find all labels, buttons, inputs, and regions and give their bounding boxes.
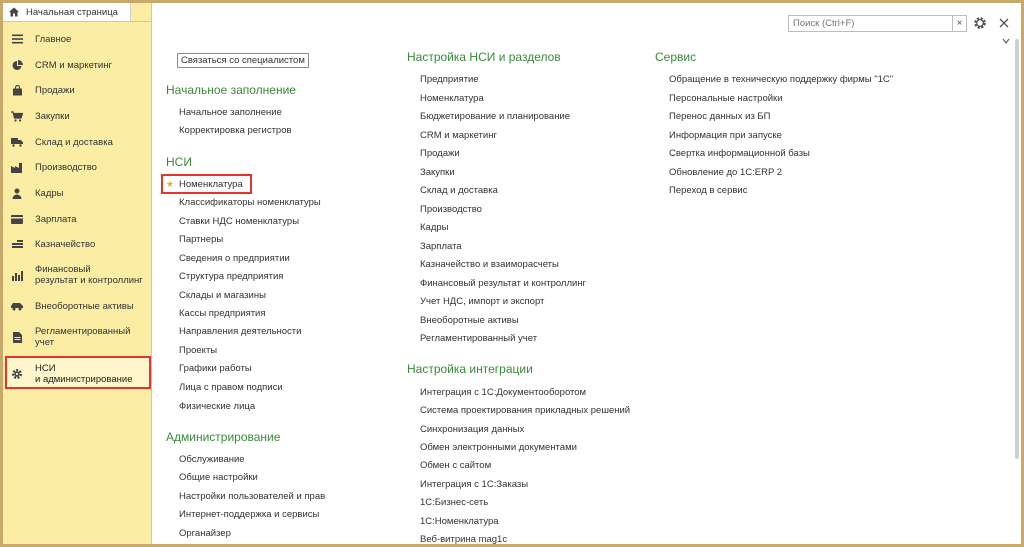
- cart-icon: [11, 110, 23, 122]
- link-general-settings[interactable]: Общие настройки: [179, 472, 258, 483]
- person-icon: [11, 187, 23, 199]
- link-settings-regulated[interactable]: Регламентированный учет: [420, 333, 538, 344]
- menu-icon: [11, 33, 23, 45]
- home-icon: [8, 6, 20, 18]
- link-work-schedules[interactable]: Графики работы: [179, 363, 252, 374]
- link-settings-budgeting[interactable]: Бюджетирование и планирование: [420, 111, 571, 122]
- home-tab-label: Начальная страница: [26, 6, 118, 18]
- sidebar-item-finance[interactable]: [3, 262, 151, 288]
- link-settings-treasury[interactable]: Казначейство и взаиморасчеты: [420, 259, 559, 270]
- sidebar-item-label: Финансовый результат и контроллинг: [35, 264, 143, 286]
- sidebar-item-label: Внеоборотные активы: [35, 300, 134, 312]
- link-edi-exchange[interactable]: Обмен электронными документами: [420, 442, 577, 453]
- sidebar: [3, 3, 152, 544]
- sidebar-item-label: CRM и маркетинг: [35, 59, 112, 71]
- link-signatories[interactable]: Лица с правом подписи: [179, 382, 283, 393]
- link-data-sync[interactable]: Синхронизация данных: [420, 424, 525, 435]
- link-projects[interactable]: Проекты: [179, 345, 218, 356]
- home-tab[interactable]: [3, 3, 131, 21]
- sidebar-item-main[interactable]: [3, 31, 151, 47]
- sidebar-item-nsi-admin[interactable]: [3, 361, 151, 387]
- link-integration-docflow[interactable]: Интеграция с 1С:Документооборотом: [420, 387, 587, 398]
- link-go-to-service[interactable]: Переход в сервис: [669, 185, 748, 196]
- sidebar-item-label: Казначейство: [35, 238, 96, 250]
- sidebar-item-sales[interactable]: [3, 82, 151, 98]
- search-clear-button[interactable]: ×: [953, 15, 967, 32]
- link-company-structure[interactable]: Структура предприятия: [179, 271, 284, 282]
- link-1c-nomenclature[interactable]: 1С:Номенклатура: [420, 516, 499, 527]
- sidebar-item-label: Склад и доставка: [35, 136, 113, 148]
- link-tech-support[interactable]: Обращение в техническую поддержку фирмы "1С": [669, 74, 894, 85]
- sidebar-item-label: Производство: [35, 161, 97, 173]
- link-settings-hr[interactable]: Кадры: [420, 222, 449, 233]
- link-user-rights-settings[interactable]: Настройки пользователей и прав: [179, 491, 326, 502]
- sidebar-item-salary[interactable]: [3, 211, 151, 227]
- link-settings-salary[interactable]: Зарплата: [420, 241, 462, 252]
- sidebar-item-crm[interactable]: [3, 57, 151, 73]
- link-partners[interactable]: Партнеры: [179, 234, 224, 245]
- sidebar-item-fixed-assets[interactable]: [3, 298, 151, 314]
- link-startup-info[interactable]: Информация при запуске: [669, 130, 782, 141]
- search-input[interactable]: [789, 17, 945, 30]
- sidebar-item-label: Кадры: [35, 187, 64, 199]
- factory-icon: [11, 161, 23, 173]
- sidebar-item-label: Главное: [35, 33, 72, 45]
- section-title-nsi: НСИ: [166, 155, 192, 169]
- sidebar-item-label: Регламентированный учет: [35, 326, 131, 348]
- link-settings-finance[interactable]: Финансовый результат и контроллинг: [420, 278, 587, 289]
- card-icon: [11, 213, 23, 225]
- car-icon: [11, 300, 23, 312]
- link-internet-support[interactable]: Интернет-поддержка и сервисы: [179, 509, 320, 520]
- document-icon: [11, 331, 23, 343]
- bag-icon: [11, 84, 23, 96]
- home-tab-bar: [3, 3, 151, 22]
- coins-icon: [11, 238, 23, 250]
- vertical-scrollbar[interactable]: [1015, 39, 1019, 459]
- settings-gear-icon[interactable]: [973, 16, 987, 30]
- section-title-nsi-settings: Настройка НСИ и разделов: [407, 50, 561, 64]
- app-window: [3, 3, 1021, 544]
- sidebar-item-label: Зарплата: [35, 213, 77, 225]
- link-settings-fixed-assets[interactable]: Внеоборотные активы: [420, 315, 519, 326]
- sidebar-item-label: НСИ и администрирование: [35, 363, 133, 385]
- link-personal-settings[interactable]: Персональные настройки: [669, 93, 783, 104]
- link-initial-fill[interactable]: Начальное заполнение: [179, 107, 282, 118]
- link-nomenclature-classifiers[interactable]: Классификаторы номенклатуры: [179, 197, 321, 208]
- link-settings-sales[interactable]: Продажи: [420, 148, 460, 159]
- link-organizer[interactable]: Органайзер: [179, 528, 231, 539]
- link-nomenclature[interactable]: Номенклатура: [179, 179, 243, 190]
- link-business-lines[interactable]: Направления деятельности: [179, 326, 302, 337]
- sidebar-item-warehouse[interactable]: [3, 134, 151, 150]
- link-transfer-from-bp[interactable]: Перенос данных из БП: [669, 111, 771, 122]
- link-company-info[interactable]: Сведения о предприятии: [179, 253, 290, 264]
- bar-chart-icon: [11, 269, 23, 281]
- link-solution-design[interactable]: Система проектирования прикладных решений: [420, 405, 631, 416]
- link-db-collapse[interactable]: Свертка информационной базы: [669, 148, 810, 159]
- link-settings-enterprise[interactable]: Предприятие: [420, 74, 479, 85]
- sidebar-item-regulated[interactable]: [3, 324, 151, 350]
- link-vat-rates[interactable]: Ставки НДС номенклатуры: [179, 216, 300, 227]
- contact-specialist-button[interactable]: Связаться со специалистом: [177, 53, 309, 68]
- link-site-exchange[interactable]: Обмен с сайтом: [420, 460, 492, 471]
- link-settings-purchases[interactable]: Закупки: [420, 167, 455, 178]
- link-settings-production[interactable]: Производство: [420, 204, 482, 215]
- sidebar-item-label: Закупки: [35, 110, 70, 122]
- truck-icon: [11, 136, 23, 148]
- section-title-administration: Администрирование: [166, 430, 281, 444]
- search-box: [788, 15, 953, 32]
- link-web-showcase[interactable]: Веб-витрина mag1c: [420, 534, 508, 544]
- link-business-network[interactable]: 1С:Бизнес-сеть: [420, 497, 489, 508]
- link-individuals[interactable]: Физические лица: [179, 401, 256, 412]
- sidebar-item-treasury[interactable]: [3, 236, 151, 252]
- pie-chart-icon: [11, 59, 23, 71]
- sidebar-item-label: Продажи: [35, 84, 75, 96]
- gear-icon: [11, 368, 23, 380]
- link-adjust-registers[interactable]: Корректировка регистров: [179, 125, 292, 136]
- link-settings-crm[interactable]: CRM и маркетинг: [420, 130, 497, 141]
- sidebar-item-purchases[interactable]: [3, 108, 151, 124]
- sidebar-item-production[interactable]: [3, 159, 151, 175]
- link-orders-integration[interactable]: Интеграция с 1С:Заказы: [420, 479, 529, 490]
- link-warehouses-stores[interactable]: Склады и магазины: [179, 290, 266, 301]
- link-settings-warehouse[interactable]: Склад и доставка: [420, 185, 498, 196]
- link-settings-vat[interactable]: Учет НДС, импорт и экспорт: [420, 296, 545, 307]
- link-maintenance[interactable]: Обслуживание: [179, 454, 245, 465]
- sidebar-item-hr[interactable]: [3, 185, 151, 201]
- section-title-integration: Настройка интеграции: [407, 362, 533, 376]
- star-icon: ★: [166, 179, 175, 189]
- more-options-icon[interactable]: [1002, 36, 1010, 46]
- section-title-initial-fill: Начальное заполнение: [166, 83, 296, 97]
- link-upgrade-erp[interactable]: Обновление до 1С:ERP 2: [669, 167, 783, 178]
- link-settings-nomenclature[interactable]: Номенклатура: [420, 93, 484, 104]
- close-icon[interactable]: [997, 16, 1011, 30]
- section-title-service: Сервис: [655, 50, 697, 64]
- link-cash-desks[interactable]: Кассы предприятия: [179, 308, 266, 319]
